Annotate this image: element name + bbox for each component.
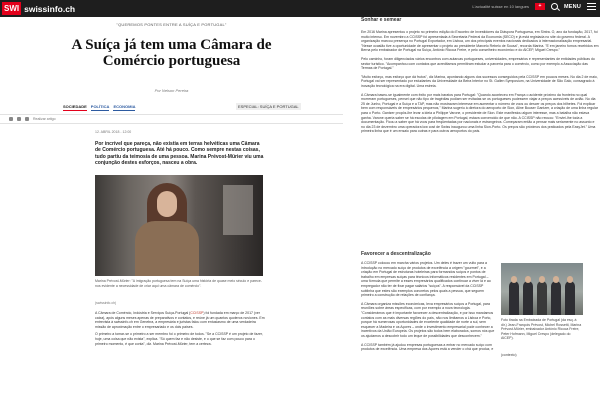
sidebar-paragraph: A CCISSP colocou em marcha vários projetos. Um deles é trazer um vulto para a introdução no mercado suíço de produtos de excelência a origem "gourmet", e a criação em Portugal de estruturas hoteleiras para formandos suíços e pontos de trabalho em empresas suíças para técnicos informáticos residentes em Portugal – uma fórmula que permite a esses empresários qualificados continuar a viver lá e ao empregador não ter de fixar pagar salários "suíços". A responsável da CCISSP sublinha que estes são exemplos concretos pelos quais a pessoa, que seguem primeiro a construção de relações de confiança. — [361, 261, 491, 298]
body-text-fragment: ) foi fundada em março de 2017 (ver caixa), após alguns meses apenas de preparativos e contatos, e reúne já um quantos quoteros noviones. Em entrevista à swissinfo.ch em Genebra, a empresária e juristas falou com entusiasmo de uma verdadeira missão de aproximação entre o empresariado e os dois países. — [95, 311, 265, 329]
site-logo[interactable] — [2, 2, 75, 15]
sidebar-heading: Sonhar e semear — [361, 17, 402, 23]
language-flag-icon[interactable]: + — [535, 3, 545, 10]
sidebar-paragraph: A Câmara baseu-se igualmente com êxito por mais baratos para Portugal: "Quando aconteceu em França o acidente próximo da fronteira no qual morreram portugueses, pensei que não tipo de tragédias podiam ser evitadas se os portugueses pudessem viajar a preços acessíveis de avião. No dia 25 de Junho, Portugal e a Suíça e a TAP, mas não mostravam interesse em aumentar o número de voos ou descer os preços dos bilhetes. Foi explicar bem com responsáveis de empresários pequenos," Marina sugeriu à diretora do aeroporto de Sion, Aline Bouser Gantzer, a criação de uma linha regular para o Porto. Gantzer propôs-lhe levar a ideia a Philippe Varone, o presidente de Sion. Este manifestou algum interesse, mas a batalha não estava ganha. Varone queria saber se há escolas de pilotagem em Portugal, estava convencido de que não. A CCISSP não recuou: "Enviei-lhe toda a documentação. Ficou a saber que há voos para freqüentadas por nacionais e estrangeiros. Começaram então a pensar mais seriamente no assunto e no dia 23 de dezembro uma operadora low cost de Swiss inaugurou uma linha Sion-Porto. Os preços são próximos dos praticados pela EasyJet." Uma primeira linha que é um ensaio para outras e para outros aeroportos do país. — [361, 92, 599, 134]
sidebar-section-body — [361, 261, 599, 357]
sidebar-text-column — [361, 261, 495, 352]
sidebar-photo-caption: Foto tirada na Embaixada de Portugal (da esq. à dir.) Jean-François Prévost, Michel Rossetti, Marina Prévost-Mürier, embaixador António Ricoca Freire, Peter Hofmann, Miguel Crespo (delegado do AICEP). — [501, 318, 582, 341]
article-toolbar — [0, 114, 343, 124]
article-lead: Por incrível que pareça, não existia em terras helvéticas uma Câmara de Comércio portuguesa. Até há pouco. Como sempre nestas coisas, tudo partiu da teimosia de uma pessoa. Marina Prévost-Mürier viu uma conjunção destes esforços, nasceu a obra. — [95, 141, 264, 166]
sidebar-paragraph: "Muito esforço, mas esforço que dá frutos", diz Marina, apontando alguns dos sucessos conseguidos pela CCISSP em poucos meses. No dia 2 de maio, Portugal vai ser representado por estudantes da Universidade da Beira Interior no St. Gallen Symposium, na Universidade de São Galo, consagrado à inovação tecnológica na era digital. Uma estreia. — [361, 74, 598, 88]
sidebar-paragraph: A CCISSP também já ajudou empresas portuguesas a entrar no mercado suíço com produtos de excelência. Uma empresa dos Açores está a vender o chá que produz, e — [361, 342, 494, 352]
ccissp-link[interactable]: CCISSP — [190, 311, 204, 315]
sidebar-section-favorecer — [361, 251, 599, 356]
photo-head — [511, 276, 517, 283]
tag-politics[interactable]: POLÍTICA — [90, 104, 110, 109]
body-paragraph — [95, 311, 265, 329]
article-body — [95, 311, 265, 349]
email-icon[interactable] — [17, 117, 21, 121]
photo-person — [565, 281, 575, 315]
sidebar-column — [361, 17, 600, 400]
photo-person — [551, 281, 561, 315]
top-bar — [0, 0, 600, 17]
body-paragraph: O primeiro a tomar-se o primeiro a ser membro foi o primeiro de todos. "Se a CCISSP é um projeto de fazer, hoje, uma coisa que não exista", explica. "Só quem faz e não desiste, e o que se faz com pouco para o primeiro momento, é que conta", diz. Marina Prévost-Mürier, tem a certeza. — [95, 332, 263, 346]
tag-list — [63, 104, 135, 111]
logo-text: swissinfo.ch — [24, 3, 76, 14]
photo-caption: Marina Prévost-Mürier: "A imigração portuguesa tem na Suíça uma história de quase meio século e parece-nos evidente a necessidade de criar aqui uma câmara de comércio". — [95, 279, 262, 288]
article-byline[interactable]: Por Nelson Pereira — [154, 88, 189, 93]
photo-person — [509, 281, 519, 315]
photo-figure-face — [157, 191, 177, 217]
sidebar-paragraph: A Câmara organiza missões económicas, leva empresários suíços a Portugal, para reuniões sobre áreas específicas, com por exemplo a nova tecnologia. "Considerámos que é importante favorecer a descentralização, e por isso mandamos contatos com as mais diversas regiões do país, não nos limitamos a Lisboa e Porto, porque há numerosas oportunidades de excelente qualidade de norte a sul, sem esquecer a Madeira e os Açores – onde o investimento empresarial pode conhecer a incentivos da União Europeia. Os projetos são todos bem elaborados, somos nós que os ajudamos a descobrir todo um leque de possibilidades que desconhecem." — [361, 301, 495, 338]
sidebar-photo[interactable] — [501, 263, 583, 315]
sidebar-section-sonhar — [361, 17, 599, 138]
tag-economy[interactable]: ECONOMIA — [113, 104, 136, 109]
photo-figure-coat — [135, 221, 199, 276]
search-icon[interactable] — [551, 3, 558, 10]
photo-head — [539, 276, 545, 283]
photo-head — [567, 276, 573, 283]
sidebar-heading: Favorecer a descentralização — [361, 251, 431, 257]
sidebar-photo-credit: (contexto) — [501, 353, 517, 357]
photo-credit: (swissinfo.ch) — [95, 301, 117, 305]
logo-badge: SWI — [4, 4, 20, 13]
hamburger-icon[interactable] — [587, 3, 596, 10]
article-photo[interactable] — [95, 175, 263, 276]
article-column — [0, 17, 343, 400]
photo-head — [525, 276, 531, 283]
sidebar-paragraph: Pelo caminho, foram diligenciados vários encontros com autarcas portugueses, universidades, empresários e representantes de entidades públicas do sector turístico. "Acompanhou com contatos que acreditamos permitiram estudar a parceria para o comércio, como por exemplo a Associação das Termas de Portugal." — [361, 56, 595, 71]
menu-button[interactable]: MENU — [564, 3, 581, 10]
body-text-fragment: A Câmara de Comércio, Indústria e Serviços Suíça-Portugal ( — [95, 311, 191, 315]
photo-window — [223, 185, 253, 235]
tagline: L'actualité suisse en 10 langues — [472, 4, 529, 9]
sidebar-paragraph: Em 2016 Marina apresentou o projeto no primeiro edição do Encontro de Investidores da Diáspora Portuguesa, em Sintra. O, ano da fundação, 2017, foi muito intenso. Em novembro a CCISSP foi apresentada à Secretaria Federal da Economia (SECO) e já está registada no site do governo federal. A organização marcou presença no Portugal Exportador, em Lisboa, um dos principais eventos nacionais dedicados à internacionalização empresarial. "Nesse ocasião tive a oportunidade de apresentar o projeto ao presidente Marcelo Rebelo de Sousa", recorda Marina. "E em janeiro fomos recebidos em Berna pelo embaixador de Portugal na Suíça, António Ricoca Freire, e pelo conselheiro económico e do AICEP, Miguel Crespo." — [361, 30, 599, 53]
print-icon[interactable] — [9, 117, 13, 121]
photo-head — [553, 276, 559, 283]
article-supertitle: "QUEREMOS PONTES ENTRE A SUÍÇA E PORTUGAL" — [116, 22, 227, 27]
special-badge[interactable]: ESPECIAL: SUÍÇA E PORTUGAL — [238, 104, 299, 109]
tag-society[interactable]: SOCIEDADE — [63, 104, 87, 109]
toolbar-label[interactable]: Realizar artigo — [33, 117, 56, 121]
photo-person — [523, 281, 533, 315]
listen-icon[interactable] — [25, 117, 29, 121]
article-date: 12. ABRIL 2018 - 12:00 — [95, 130, 132, 134]
photo-person — [537, 281, 547, 315]
top-right-controls — [472, 3, 596, 10]
article-title: A Suíça já tem uma Câmara de Comércio portuguesa — [71, 37, 272, 69]
